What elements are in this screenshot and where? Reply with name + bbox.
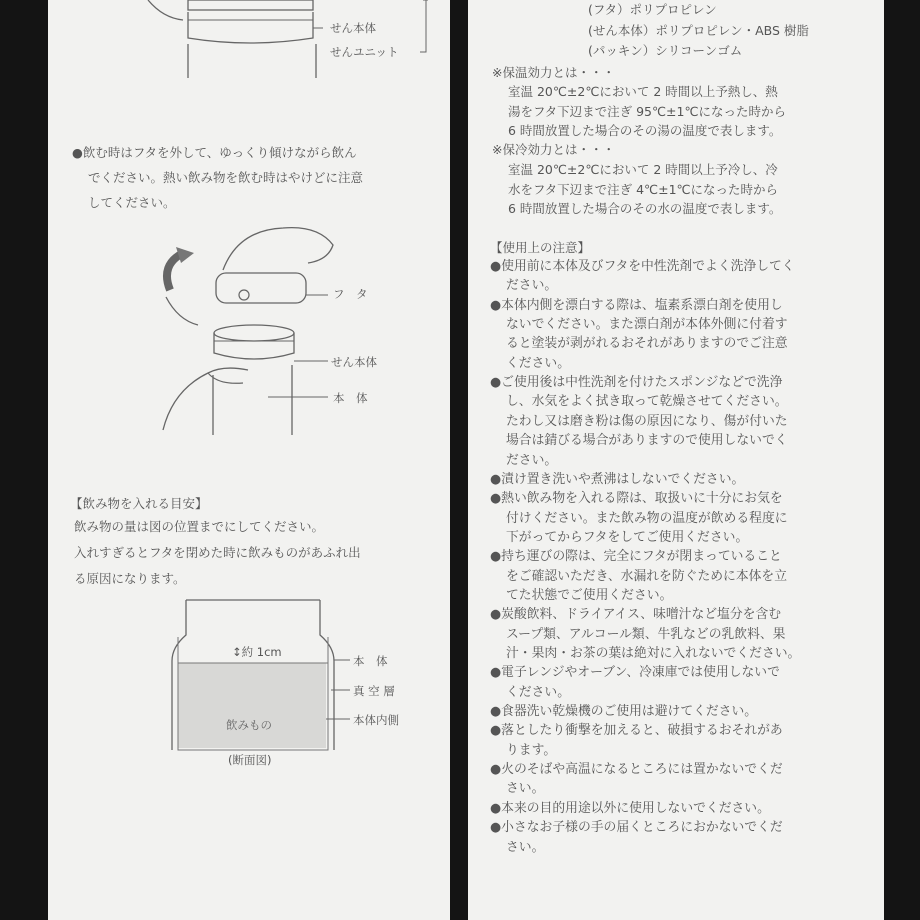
lid-opening-illustration [48, 225, 450, 445]
caution-line: ください。 [506, 355, 570, 371]
label-sen-hontai: せん本体 [331, 355, 377, 369]
fill-guide-line-3: る原因になります。 [74, 571, 186, 586]
caution-line: ●小さなお子様の手の届くところにおかないでくだ [490, 820, 783, 836]
label-inner-wall: 本体内側 [353, 713, 399, 727]
caution-line: ると塗装が剥がれるおそれがありますのでご注意 [506, 336, 788, 352]
label-sen-unit: せんユニット [330, 45, 399, 59]
label-hontai-section: 本 体 [353, 654, 388, 668]
left-instruction-panel [48, 0, 450, 920]
caution-line: さい。 [506, 839, 545, 855]
cautions-heading: 【使用上の注意】 [490, 240, 591, 255]
cold-retention-line-1: 室温 20℃±2℃において 2 時間以上予冷し、冷 [508, 162, 778, 177]
drink-note-line-3: してください。 [88, 195, 176, 210]
fill-guide-heading: 【飲み物を入れる目安】 [70, 496, 208, 511]
caution-line: ださい。 [506, 452, 558, 468]
caution-line: スープ類、アルコール類、牛乳などの乳飲料、果 [506, 626, 786, 642]
caution-line: 下がってからフタをしてご使用ください。 [506, 529, 749, 545]
caution-line: ●電子レンジやオーブン、冷凍庫では使用しないで [490, 665, 780, 681]
caution-line: ●本体内側を漂白する際は、塩素系漂白剤を使用し [490, 297, 783, 313]
caution-line: ●ご使用後は中性洗剤を付けたスポンジなどで洗浄 [490, 375, 783, 391]
cold-retention-heading: ※保冷効力とは・・・ [492, 142, 615, 157]
caution-line: 汁・果肉・お茶の葉は絶対に入れないでください。 [506, 646, 801, 661]
heat-retention-line-1: 室温 20℃±2℃において 2 時間以上予熱し、熱 [508, 84, 778, 99]
caution-line: ださい。 [506, 278, 558, 294]
caution-line: たわし又は磨き粉は傷の原因になり、傷が付いた [506, 413, 788, 429]
caution-line: ●持ち運びの際は、完全にフタが閉まっていること [490, 549, 782, 565]
heat-retention-heading: ※保温効力とは・・・ [492, 65, 615, 80]
caution-line: ●本来の目的用途以外に使用しないでください。 [490, 800, 770, 816]
right-instruction-panel [468, 0, 884, 920]
caution-line: 付けください。また飲み物の温度が飲める程度に [506, 510, 788, 526]
caution-line: さい。 [506, 781, 545, 797]
caution-line: ●食器洗い乾燥機のご使用は避けてください。 [490, 704, 758, 720]
label-vacuum-layer: 真 空 層 [353, 684, 395, 698]
caution-line: し、水気をよく拭き取って乾燥させてください。 [506, 394, 788, 410]
drink-note-line-2: でください。熱い飲み物を飲む時はやけどに注意 [88, 170, 364, 185]
caution-line: ●漬け置き洗いや煮沸はしないでください。 [490, 471, 745, 487]
caution-line: をご確認いただき、水漏れを防ぐために本体を立 [506, 568, 788, 584]
fill-guide-line-2: 入れすぎるとフタを閉めた時に飲みものがあふれ出 [74, 545, 361, 560]
cold-retention-line-3: 6 時間放置した場合のその水の温度で表します。 [508, 201, 782, 216]
heat-retention-line-2: 湯をフタ下辺まで注ぎ 95℃±1℃になった時から [508, 104, 787, 119]
cross-section-illustration [48, 595, 450, 765]
material-sen-hontai: (せん本体）ポリプロピレン・ABS 樹脂 [588, 23, 809, 38]
fill-guide-line-1: 飲み物の量は図の位置までにしてください。 [74, 519, 325, 534]
label-sen-hontai-top: せん本体 [330, 21, 376, 35]
caution-line: ●使用前に本体及びフタを中性洗剤でよく洗浄してく [490, 259, 795, 274]
caution-line: ないでください。また漂白剤が本体外側に付着す [506, 317, 788, 333]
caution-line: ●火のそばや高温になるところには置かないでくだ [490, 762, 783, 778]
label-futa: フ タ [333, 287, 368, 301]
caution-line: ください。 [506, 684, 570, 700]
caution-line: ります。 [506, 742, 557, 758]
cross-section-caption: (断面図) [228, 753, 272, 767]
caution-line: 場合は錆びる場合がありますので使用しないでく [506, 433, 788, 449]
caution-line: ●炭酸飲料、ドライアイス、味噌汁など塩分を含む [490, 607, 782, 623]
cold-retention-line-2: 水をフタ下辺まで注ぎ 4℃±1℃になった時から [508, 182, 779, 197]
heat-retention-line-3: 6 時間放置した場合のその湯の温度で表します。 [508, 123, 782, 138]
label-drink: 飲みもの [226, 718, 272, 732]
label-approx-1cm: ↕約 1cm [232, 645, 282, 659]
drink-note-line-1: ●飲む時はフタを外して、ゆっくり傾けながら飲ん [72, 145, 357, 160]
material-packing: (パッキン）シリコーンゴム [588, 43, 743, 58]
caution-line: てた状態でご使用ください。 [506, 587, 673, 603]
caution-line: ●熱い飲み物を入れる際は、取扱いに十分にお気を [490, 491, 783, 507]
material-futa: (フタ）ポリプロピレン [588, 2, 717, 17]
label-hontai: 本 体 [333, 391, 368, 405]
caution-line: ●落としたり衝撃を加えると、破損するおそれがあ [490, 723, 783, 739]
